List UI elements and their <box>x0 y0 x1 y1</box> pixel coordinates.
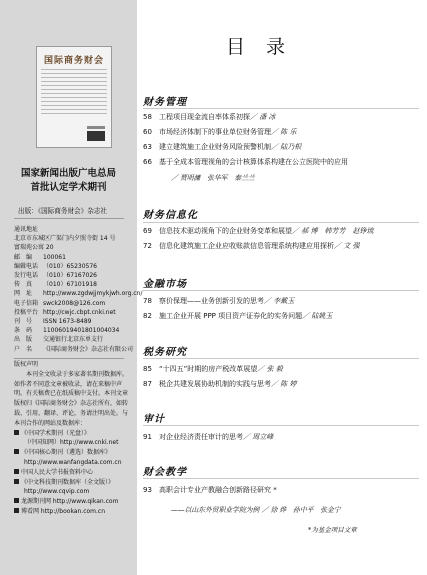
toc-entry[interactable]: 66 基于全成本管理视角的会计核算体系构建在公立医院中的应用 <box>143 158 348 166</box>
partner-item: （中国知网）http://www.cnki.net <box>24 439 119 447</box>
copyright-text: 本刊全文收录于多家著名期刊数据库。如作者不同意文章被收录，请在来稿中声明。有关稿费已在纸质稿中支付。本刊文章版权归《国际商务财会》杂志社所有，如转载、引用、翻译、评论，务请注明出处。与本刊合作的网站及数据库： <box>14 370 129 427</box>
info-row: 投稿平台 http://cwjc.cbpt.cnki.net <box>14 308 116 316</box>
info-row: 电子信箱 swck2008@126.com <box>14 299 106 307</box>
page-title: 目录 <box>226 36 307 58</box>
entry-authors: ／ 贾明濂 张华军 秦兰兰 <box>171 174 255 182</box>
cover-line <box>41 85 107 86</box>
partner-item: http://www.cqvip.com <box>24 488 90 496</box>
square-bullet-icon <box>14 449 19 454</box>
copyright-notice <box>14 360 129 517</box>
cover-line <box>41 77 107 78</box>
info-row: 出 版 交通银行北京东单支行 <box>14 336 104 344</box>
left-panel <box>0 0 143 575</box>
section-title: 财务管理 <box>143 97 187 108</box>
square-bullet-icon <box>14 469 19 474</box>
partner-item: 龙源期刊网 http://www.qikan.com <box>14 497 129 507</box>
partner-item: 《中国核心期刊（遴选）数据库》 <box>14 448 129 458</box>
entry-authors: ——以山东外贸职业学院为例 ／ 徐 烨 孙中平 张金宁 <box>171 506 341 514</box>
info-row: 北京市东城区广渠门内夕照寺街 14 号 <box>14 235 116 243</box>
section-title: 税务研究 <box>143 347 187 358</box>
cover-barcode-top <box>87 126 105 129</box>
section-title: 金融市场 <box>143 279 187 290</box>
section-rule <box>143 358 419 359</box>
partner-item: http://www.wanfangdata.com.cn <box>24 458 122 466</box>
square-bullet-icon <box>14 498 19 503</box>
footnote: *为基金项目文章 <box>308 526 357 534</box>
section-rule <box>143 290 419 291</box>
toc-entry[interactable]: 78 察价保理——业务创新引发的思考／ 李戴玉 <box>143 297 295 305</box>
section-rule <box>143 222 419 223</box>
info-row: 邮 编 100061 <box>14 253 66 261</box>
journal-cover-image <box>36 46 112 148</box>
cover-line <box>41 93 107 94</box>
cover-line <box>41 69 107 70</box>
partner-item: 博看网 http://bookan.com.cn <box>14 507 129 517</box>
section-rule <box>143 425 419 426</box>
section-title: 审计 <box>143 414 165 425</box>
toc-entry[interactable]: 60 市场经济体制下的事业单位财务管理／ 陈 乐 <box>143 128 297 136</box>
square-bullet-icon <box>14 508 19 513</box>
copyright-heading: 版权声明 <box>14 361 39 368</box>
toc-entry[interactable]: 72 信息化建筑施工企业应收账款信息管理系统构建应用探析／ 文 强 <box>143 242 360 250</box>
info-row: 网 址 http://www.zgdwjjmykjwh.org.cn/ <box>14 290 143 298</box>
info-row: 富瑞苑公寓 20 <box>14 244 54 252</box>
contact-info <box>14 225 143 354</box>
info-row: 传 真 （010）67101918 <box>14 281 97 289</box>
left-title-line1: 国家新闻出版广电总局 <box>20 168 116 179</box>
toc-entry[interactable]: 87 税企共建发展协助机制的实践与思考／ 陈 婷 <box>143 380 297 388</box>
square-bullet-icon <box>14 430 19 435</box>
cover-title: 国际商务财会 <box>43 56 104 66</box>
cover-line <box>41 81 107 82</box>
info-row: 条 码 11006019401801004034 <box>14 327 120 335</box>
info-row: 发行电话 （010）67167026 <box>14 272 97 280</box>
publisher: 出版：《国际商务财会》杂志社 <box>18 207 108 215</box>
info-row: 编辑电话 （010）65230576 <box>14 262 97 270</box>
divider <box>14 358 124 359</box>
section-rule <box>143 478 419 479</box>
info-row: 通讯地址 <box>14 226 39 233</box>
section-title: 财会教学 <box>143 467 187 478</box>
left-title-line2: 首批认定学术期刊 <box>30 182 107 193</box>
divider <box>14 218 124 219</box>
cover-line <box>41 105 107 106</box>
toc-entry[interactable]: 82 施工企业开展 PPP 项目资产证券化的实务问题／ 陆姚玉 <box>143 312 333 320</box>
partner-item: 《中国学术期刊（光盘）》 <box>14 429 129 439</box>
toc-entry[interactable]: 69 信息技术驱动视角下的企业财务变革和展望／ 郝 博 韩芳芳 赵铮琉 <box>143 227 374 235</box>
cover-line <box>41 113 107 114</box>
square-bullet-icon <box>14 479 19 484</box>
partner-item: 中国人民大学书报资料中心 <box>14 468 129 478</box>
section-rule <box>143 108 419 109</box>
toc-entry[interactable]: 91 对企业经济责任审计的思考／ 周立峰 <box>143 433 274 441</box>
partner-item: 《中文科技期刊数据库（全文版）》 <box>14 478 129 488</box>
cover-line <box>41 109 107 110</box>
cover-line <box>41 73 107 74</box>
toc-entry[interactable]: 93 高职会计专业产教融合创新路径研究 * <box>143 486 277 494</box>
cover-line <box>41 101 107 102</box>
cover-line <box>41 97 107 98</box>
section-title: 财务信息化 <box>143 210 198 221</box>
toc-entry[interactable]: 85 “十四五”时期的房产税改革展望／ 张 毅 <box>143 365 283 373</box>
cover-line <box>41 89 107 90</box>
cover-barcode <box>87 131 105 141</box>
toc-entry[interactable]: 63 建立建筑施工企业财务风险预警机制／ 陆乃根 <box>143 143 302 151</box>
info-row: 刊 号 ISSN 1673-8489 <box>14 318 92 326</box>
info-row: 户 名 《国际商务财会》杂志社有限公司 <box>14 345 134 353</box>
toc-entry[interactable]: 58 工程项目现金流自率体系初探／ 潘 冰 <box>143 113 276 121</box>
